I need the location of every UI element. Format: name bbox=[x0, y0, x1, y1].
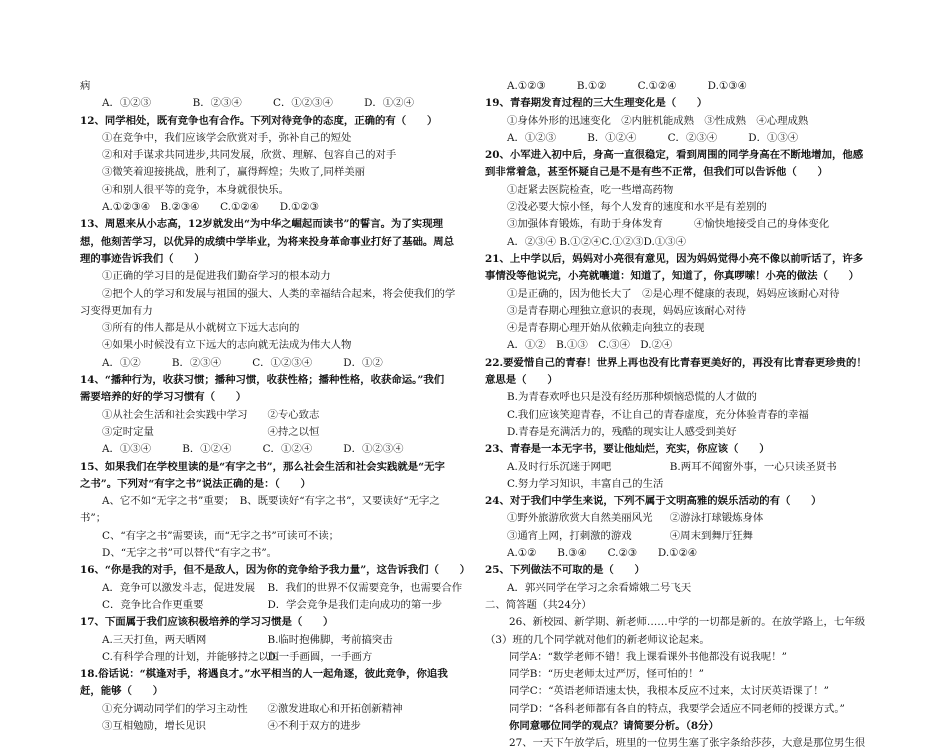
question-stem: 23、青春是一本无字书，要让他灿烂，充实，你应该（ ） bbox=[485, 443, 770, 456]
option-text: ②专心致志 bbox=[267, 408, 320, 421]
question-stem: 24、对于我们中学生来说，下列不属于文明高雅的娱乐活动的有（ ） bbox=[485, 495, 822, 508]
text-line: ④和别人很平等的竞争，本身就很快乐。 bbox=[102, 183, 290, 196]
question-stem: 你同意哪位同学的观点？请简要分析。（8分） bbox=[509, 719, 719, 732]
option-text: B．我们的世界不仅需要竞争，也需要合作 bbox=[267, 581, 463, 594]
text-line: D、“无字之书”可以替代“有字之书”。 bbox=[102, 547, 278, 560]
left-column bbox=[80, 78, 478, 735]
option-text: ①充分调动同学们的学习主动性 bbox=[102, 702, 248, 715]
text-line: A．①②③ B．②③④ C．①②③④ D．①②④ bbox=[102, 97, 414, 110]
option-text: A.三天打鱼，两天晒网 bbox=[102, 633, 207, 646]
question-stem: 想，他刻苦学习，以优异的成绩中学毕业，为将来投身革命事业打好了基础。周总 bbox=[80, 235, 455, 248]
text-line: 同学B：“历史老师太过严厉，怪可怕的！” bbox=[509, 668, 704, 681]
option-row bbox=[485, 459, 877, 476]
question-stem: 25、下列做法不可取的是（ ） bbox=[485, 564, 645, 577]
right-column bbox=[485, 78, 877, 753]
option-text: ③互相勉励，增长见识 bbox=[102, 719, 206, 732]
text-line: C、“有字之书”需要读，而“无字之书”可读可不读； bbox=[102, 529, 340, 542]
option-text: ④持之以恒 bbox=[267, 425, 320, 438]
question-stem: 需要培养的好的学习习惯有（ ） bbox=[80, 391, 247, 404]
question-stem: 18.俗话说：“棋逢对手，将遇良才。”水平相当的人一起角逐，彼此竞争，你追我 bbox=[80, 668, 448, 681]
text-line: 书”； bbox=[80, 512, 107, 525]
text-line: ②没必要大惊小怪，每个人发育的速度和水平是有差别的 bbox=[507, 201, 767, 214]
text-line: 病 bbox=[80, 80, 91, 92]
question-stem: 到非常着急，甚至怀疑自己是不是有些不正常，但我们可以告诉他（ ） bbox=[485, 166, 828, 179]
text-line: 二、简答题（共24分） bbox=[485, 598, 592, 611]
option-row bbox=[485, 510, 877, 527]
option-row bbox=[80, 580, 478, 597]
text-line: B.为青春欢呼也只是没有经历那种烦恼恐慌的人才做的 bbox=[507, 391, 757, 404]
text-line: C.我们应该笑迎青春，不让自己的青春虚度，充分体验青春的幸福 bbox=[507, 408, 809, 421]
text-line: ①赶紧去医院检查，吃一些增高药物 bbox=[507, 183, 674, 196]
option-text: C.有科学合理的计划，并能够持之以恒 bbox=[102, 650, 280, 663]
text-line: 27、一天下午放学后，班里的一位男生塞了张字条给莎莎，大意是那位男生很 bbox=[509, 737, 866, 750]
question-stem: 20、小军进入初中后，身高一直很稳定，看到周围的同学身高在不断地增加，他感 bbox=[485, 149, 864, 162]
option-row bbox=[80, 632, 478, 649]
text-line: ③加强体育锻炼，有助于身体发育 ④愉快地接受自己的身体变化 bbox=[507, 218, 830, 231]
option-text: ①从社会生活和社会实践中学习 bbox=[102, 408, 248, 421]
text-line: ①身体外形的迅速变化 ②内脏机能成熟 ③性成熟 ④心理成熟 bbox=[507, 114, 809, 127]
question-stem: 意思是（ ） bbox=[485, 374, 558, 387]
text-line: ①是正确的，因为他长大了 ②是心理不健康的表现，妈妈应该耐心对待 bbox=[507, 287, 840, 300]
text-line: A．①②③ B．①②④ C．②③④ D．①③④ bbox=[507, 131, 799, 144]
question-stem: 事情没等他说完，小亮就嚷道：知道了，知道了，你真啰嗦！小亮的做法（ ） bbox=[485, 270, 860, 283]
question-stem: 之书”。下列对“有字之书”说法正确的是：（ ） bbox=[80, 477, 311, 490]
question-stem: 16、“你是我的对手，但不是敌人，因为你的竞争给予我力量”，这告诉我们（ ） bbox=[80, 564, 471, 577]
text-line: A．①③④ B．①②④ C．①②④ D．①②③④ bbox=[102, 443, 404, 456]
option-text: D．学会竞争是我们走向成功的第一步 bbox=[267, 598, 443, 611]
text-line: ②把个人的学习和发展与祖国的强大、人类的幸福结合起来，将会使我们的学 bbox=[102, 287, 456, 300]
text-line: A.①② B.③④ C.②③ D.①②④ bbox=[507, 547, 698, 560]
option-row bbox=[80, 424, 478, 441]
option-text: A.及时行乐沉迷于网吧 bbox=[507, 460, 612, 473]
option-text: ④不利于双方的进步 bbox=[267, 719, 361, 732]
text-line: 26、新校园、新学期、新老师……中学的一切都是新的。在放学路上，七年级 bbox=[509, 616, 866, 629]
option-text: D.一手画圆，一手画方 bbox=[267, 650, 373, 663]
text-line: ②和对手谋求共同进步,共同发展，欣赏、理解、包容自己的对手 bbox=[102, 149, 397, 162]
question-stem: 12、同学相处，既有竞争也有合作。下列对待竞争的态度，正确的有（ ） bbox=[80, 114, 438, 127]
text-line: ③微笑着迎接挑战，胜利了，赢得辉煌；失败了,同样美丽 bbox=[102, 166, 366, 179]
question-stem: 22.要爱惜自己的青春！世界上再也没有比青春更美好的，再没有比青春更珍贵的！ bbox=[485, 356, 867, 369]
text-line: 同学C：“英语老师语速太快，我根本反应不过来，太讨厌英语课了！” bbox=[509, 685, 829, 698]
text-line: D.青春是充满活力的，残酷的现实让人感受到美好 bbox=[507, 425, 737, 438]
text-line: ①在竞争中，我们应该学会欣赏对手，弥补自己的短处 bbox=[102, 131, 352, 144]
text-line: A．①② B．②③④ C．①②③④ D．①② bbox=[102, 356, 383, 369]
option-text: ③定时定量 bbox=[102, 425, 154, 438]
text-line: A．②③④ B.①②④C.①②③D.①③④ bbox=[507, 235, 686, 248]
text-line: ③所有的伟人都是从小就树立下远大志向的 bbox=[102, 322, 300, 335]
question-stem: 19、青春期发育过程的三大生理变化是（ ） bbox=[485, 97, 708, 110]
option-row bbox=[80, 407, 478, 424]
text-line: A、它不如“无字之书”重要； B、既要读好“有字之书”，又要读好“无字之 bbox=[102, 495, 440, 508]
option-row bbox=[80, 649, 478, 666]
option-text: B.两耳不闻窗外事，一心只读圣贤书 bbox=[669, 460, 837, 473]
option-row bbox=[485, 528, 877, 545]
text-line: C.努力学习知识，丰富自己的生活 bbox=[507, 477, 664, 490]
text-line: 同学D：“各科老师都有各自的特点，我要学会适应不同老师的授课方式。” bbox=[509, 702, 845, 715]
option-text: ③通宵上网，打刺激的游戏 bbox=[507, 529, 632, 542]
text-line: ③是青春期心理独立意识的表现，妈妈应该耐心对待 bbox=[507, 304, 746, 317]
option-text: ②游泳打球锻炼身体 bbox=[669, 512, 764, 525]
text-line: 同学A：“数学老师不错！我上课看课外书他都没有说我呢！” bbox=[509, 650, 787, 663]
text-line: ④如果小时候没有立下远大的志向就无法成为伟大人物 bbox=[102, 339, 352, 352]
text-line: A.①②③④ B.②③④ C.①②④ D.①②③ bbox=[102, 201, 319, 214]
question-stem: 17、下面属于我们应该积极培养的学习习惯是（ ） bbox=[80, 616, 334, 629]
option-row bbox=[80, 701, 478, 718]
option-text: C．竞争比合作更重要 bbox=[102, 598, 204, 611]
option-text: ②激发进取心和开拓创新精神 bbox=[267, 702, 403, 715]
option-row bbox=[80, 597, 478, 614]
text-line: A.①②③ B.①② C.①②④ D.①③④ bbox=[507, 80, 747, 92]
option-text: A．竞争可以激发斗志，促进发展 bbox=[102, 581, 255, 594]
text-line: ①正确的学习目的是促进我们勤奋学习的根本动力 bbox=[102, 270, 331, 283]
option-text: ①野外旅游欣赏大自然美丽风光 bbox=[507, 512, 653, 525]
option-text: ④周末到舞厅狂舞 bbox=[669, 529, 753, 542]
question-stem: 13、周恩来从小志高，12岁就发出“为中华之崛起而读书”的誓言。为了实现理 bbox=[80, 218, 443, 231]
question-stem: 15、如果我们在学校里读的是“有字之书”，那么社会生活和社会实践就是“无字 bbox=[80, 460, 445, 473]
question-stem: 14、“播种行为，收获习惯；播种习惯，收获性格；播种性格，收获命运。”我们 bbox=[80, 374, 445, 387]
question-stem: 理的事迹告诉我们（ ） bbox=[80, 252, 205, 265]
question-stem: 21、上中学以后，妈妈对小亮很有意见，因为妈妈觉得小亮不像以前听话了，许多 bbox=[485, 252, 864, 265]
text-line: A．郭兴同学在学习之余看嫦娥二号飞天 bbox=[507, 581, 692, 594]
option-row bbox=[80, 718, 478, 735]
text-line: A．①② B.①③ C.③④ D.②④ bbox=[507, 339, 673, 352]
option-text: B.临时抱佛脚，考前搞突击 bbox=[267, 633, 393, 646]
text-line: ④是青春期心理开始从依赖走向独立的表现 bbox=[507, 322, 705, 335]
question-stem: 赶，能够（ ） bbox=[80, 685, 164, 698]
text-line: 习变得更加有力 bbox=[80, 304, 153, 317]
text-line: （3）班的几个同学就对他们的新老师议论起来。 bbox=[485, 633, 710, 646]
